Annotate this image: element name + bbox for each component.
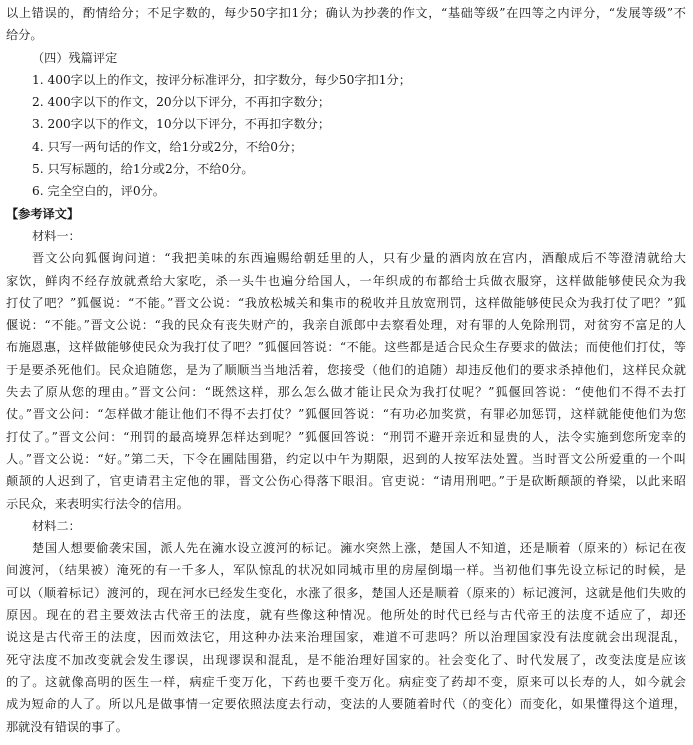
criteria-item-2: 2. 400字以下的作文，20分以下评分，不再扣字数分； bbox=[32, 95, 331, 110]
material-1-line: 人。”晋文公说：“好。”第二天，下令在圃陆围猎，约定以中午为期限，迟到的人按军法处置。当时晋文公所爱重的一个叫 bbox=[6, 451, 686, 466]
material-1-line: 打仗了吧？”狐偃说：“不能。”晋文公说：“我放松城关和集市的税收并且放宽刑罚，这样做能够使民众为我打仗了吧？”狐 bbox=[6, 295, 686, 310]
section-4-title: （四）残篇评定 bbox=[32, 50, 118, 65]
criteria-item-1: 1. 400字以上的作文，按评分标准评分，扣字数分，每少50字扣1分； bbox=[32, 72, 411, 87]
material-1-line: 偃说：“不能。”晋文公说：“我的民众有丧失财产的，我亲自派郎中去察看处理，对有罪的人免除刑罚，对贫穷不富足的人 bbox=[6, 318, 686, 333]
material-2-line: 那就没有错误的事了。 bbox=[6, 719, 128, 734]
material-2-line: 可以（顺着标记）渡河的，现在河水已经发生变化，水涨了很多，楚国人还是顺着（原来的）标记渡河，这就是他们失败的 bbox=[6, 585, 686, 600]
material-2-line: 死守法度不加改变就会发生谬误，出现谬误和混乱，是不能治理好国家的。社会变化了、时代发展了，改变法度是应该 bbox=[6, 652, 686, 667]
material-1-line: 示民众，来表明实行法令的信用。 bbox=[6, 496, 189, 511]
material-2-line: 成为短命的人了。所以凡是做事情一定要依照法度去行动，变法的人要随着时代（的变化）而变化，如果懂得这个道理， bbox=[6, 697, 686, 712]
material-2-line: 楚国人想要偷袭宋国，派人先在澭水设立渡河的标记。澭水突然上涨，楚国人不知道，还是顺着（原来的）标记在夜 bbox=[32, 541, 686, 556]
material-2-label: 材料二： bbox=[32, 518, 81, 533]
intro-line-1: 以上错误的，酌情给分；不足字数的，每少50字扣1分；确认为抄袭的作文，“基础等级”在四等之内评分，“发展等级”不 bbox=[6, 6, 686, 20]
material-1-line: 晋文公向狐偃询问道：“我把美味的东西遍赐给朝廷里的人，只有少量的酒肉放在宫内，酒酿成后不等澄清就给大 bbox=[32, 251, 686, 266]
criteria-item-5: 5. 只写标题的，给1分或2分，不给0分。 bbox=[32, 162, 254, 177]
material-1-line: 失去了原从您的理由。”晋文公问：“既然这样，那么怎么做才能让民众为我打仗呢？”狐偃回答说：“使他们不得不去打 bbox=[6, 385, 686, 400]
material-1-label: 材料一： bbox=[32, 228, 81, 243]
material-2-line: 说这是古代帝王的法度，因而效法它，用这种办法来治理国家，难道不可悲吗？所以治理国家没有法度就会出现混乱， bbox=[6, 630, 686, 645]
material-2-line: 间渡河，（结果被）淹死的有一千多人，军队惊乱的状况如同城市里的房屋倒塌一样。当初他们事先设立标记的时候，是 bbox=[6, 563, 686, 578]
criteria-item-3: 3. 200字以下的作文，10分以下评分，不再扣字数分； bbox=[32, 117, 331, 132]
criteria-item-6: 6. 完全空白的，评0分。 bbox=[32, 184, 165, 199]
material-1-line: 打仗了。”晋文公问：“刑罚的最高境界怎样达到呢？”狐偃回答说：“刑罚不避开亲近和显贵的人，法令实施到您所宠幸的 bbox=[6, 429, 686, 444]
intro-line-2: 给分。 bbox=[6, 28, 43, 43]
material-2-line: 原因。现在的君主要效法古代帝王的法度，就有些像这种情况。他所处的时代已经与古代帝王的法度不适应了，却还 bbox=[6, 608, 686, 623]
material-2-line: 的了。这就像高明的医生一样，病症千变万化，下药也要千变万化。病症变了药却不变，原来可以长寿的人，如今就会 bbox=[6, 674, 686, 689]
criteria-item-4: 4. 只写一两句话的作文，给1分或2分，不给0分； bbox=[32, 139, 303, 154]
reference-translation-heading: 【参考译文】 bbox=[6, 206, 80, 221]
material-1-line: 颠颉的人迟到了，官吏请君主定他的罪，晋文公伤心得落下眼泪。官吏说：“请用刑吧。”于是砍断颠颉的脊梁，以此来昭 bbox=[6, 474, 686, 489]
material-1-line: 于是要杀死他们。民众追随您，是为了顺顺当当地活着，您接受（他们的追随）却违反他们的要求杀掉他们，这样民众就 bbox=[6, 362, 686, 377]
material-1-line: 仗。”晋文公问：“怎样做才能让他们不得不去打仗？”狐偃回答说：“有功必加奖赏，有罪必加惩罚，这样就能使他们为您 bbox=[6, 407, 686, 422]
document-page bbox=[6, 2, 686, 738]
material-1-line: 布施恩惠，这样做能够使民众为我打仗了吧？”狐偃回答说：“不能。这些都是适合民众生存要求的做法；而使他们打仗，等 bbox=[6, 340, 686, 355]
material-1-line: 家饮，鲜肉不经存放就煮给大家吃，杀一头牛也遍分给国人，一年织成的布都给士兵做衣服穿，这样做能够使民众为我 bbox=[6, 273, 686, 288]
